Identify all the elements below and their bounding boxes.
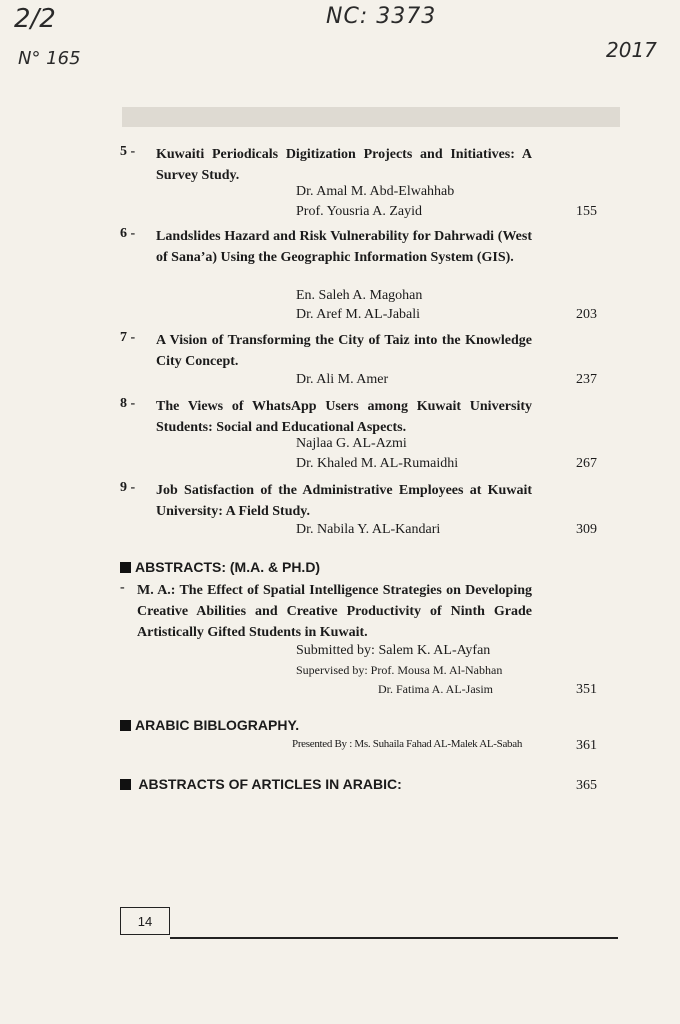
toc-entry-7: [120, 330, 600, 390]
entry-author: En. Saleh A. Magohan: [296, 288, 423, 303]
abstracts-arabic-entry: [120, 778, 600, 798]
entry-title: Landslides Hazard and Risk Vulnerability for Dahrwadi (West of Sana’a) Using the Geographic Information System (GIS).: [156, 229, 532, 265]
abstract-dash: -: [120, 580, 125, 595]
page-number-box: 14: [120, 907, 170, 935]
bibliography-page: 361: [576, 738, 597, 753]
entry-page: 267: [576, 456, 597, 471]
abstracts-arabic-page: 365: [576, 778, 597, 793]
entry-author: Dr. Aref M. AL-Jabali: [296, 307, 421, 322]
arabic-bibliography-entry: [120, 738, 600, 758]
entry-number: 9 -: [120, 480, 136, 495]
toc-entry-6: [120, 226, 600, 326]
abstract-co-supervisor: Dr. Fatima A. AL-Jasim: [378, 682, 493, 696]
entry-title: Job Satisfaction of the Administrative Employees at Kuwait University: A Field Study.: [156, 483, 532, 519]
square-bullet-icon: [120, 720, 131, 731]
handwritten-nc-code: NC: 3373: [326, 4, 437, 29]
abstract-entry: [120, 580, 600, 700]
toc-entry-9: [120, 480, 600, 540]
abstract-title: M. A.: The Effect of Spatial Intelligence Strategies on Developing Creative Abilities and Creative Productivity of Ninth Grade Artistically Gifted Students in Kuwait.: [137, 583, 532, 640]
abstract-supervised: Supervised by: Prof. Mousa M. Al-Nabhan: [296, 663, 503, 677]
toc-entry-8: [120, 396, 600, 476]
handwritten-year: 2017: [606, 38, 657, 62]
entry-page: 203: [576, 307, 597, 322]
entry-author: Najlaa G. AL-Azmi: [296, 436, 407, 451]
entry-author: Prof. Yousria A. Zayid: [296, 204, 423, 219]
entry-title: Kuwaiti Periodicals Digitization Projects and Initiatives: A Survey Study.: [156, 147, 532, 183]
footer-rule: [170, 937, 618, 939]
entry-author: Dr. Ali M. Amer: [296, 372, 389, 387]
handwritten-number: N° 165: [18, 48, 81, 69]
entry-number: 7 -: [120, 330, 136, 345]
entry-number: 5 -: [120, 144, 136, 159]
entry-author: Dr. Khaled M. AL-Rumaidhi: [296, 456, 459, 471]
square-bullet-icon: [120, 562, 131, 573]
entry-title: A Vision of Transforming the City of Taiz into the Knowledge City Concept.: [156, 333, 532, 369]
entry-page: 237: [576, 372, 597, 387]
abstracts-heading: ABSTRACTS: (M.A. & PH.D): [120, 559, 320, 575]
header-gray-band: [122, 107, 620, 127]
entry-author: Dr. Nabila Y. AL-Kandari: [296, 522, 441, 537]
entry-title: The Views of WhatsApp Users among Kuwait University Students: Social and Educational Aspects.: [156, 399, 532, 435]
abstract-page: 351: [576, 682, 597, 697]
entry-number: 6 -: [120, 226, 136, 241]
entry-page: 309: [576, 522, 597, 537]
abstract-submitted: Submitted by: Salem K. AL-Ayfan: [296, 643, 491, 658]
abstracts-arabic-heading: ABSTRACTS OF ARTICLES IN ARABIC:: [120, 776, 402, 792]
entry-author: Dr. Amal M. Abd-Elwahhab: [296, 184, 455, 199]
handwritten-mark-top-left: 2/2: [14, 4, 56, 34]
entry-page: 155: [576, 204, 597, 219]
entry-number: 8 -: [120, 396, 136, 411]
toc-entry-5: [120, 144, 600, 224]
arabic-bibliography-heading: ARABIC BIBLOGRAPHY.: [120, 717, 299, 733]
bibliography-presenter: Presented By : Ms. Suhaila Fahad AL-Malek AL-Sabah: [292, 738, 523, 750]
